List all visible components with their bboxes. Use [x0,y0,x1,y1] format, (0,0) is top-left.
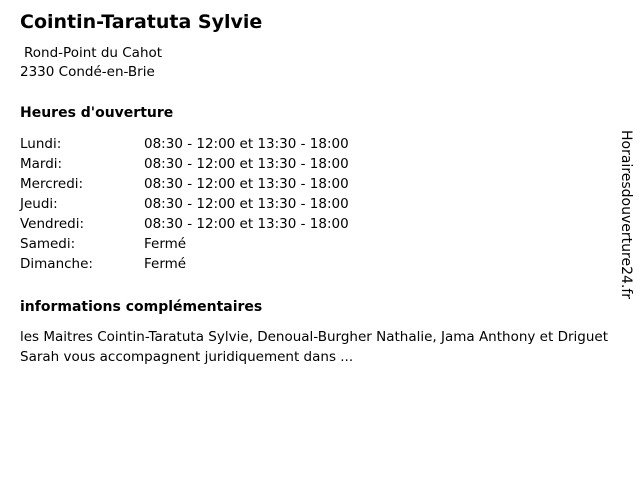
table-row [20,234,349,254]
day-label: Samedi: [20,236,76,252]
page-title: Cointin-Taratuta Sylvie [20,11,263,33]
day-hours: Fermé [144,236,187,252]
content-area [20,10,610,367]
day-label: Lundi: [20,136,62,152]
day-label: Vendredi: [20,216,85,232]
table-row [20,174,349,194]
day-hours: Fermé [144,256,187,272]
additional-info-heading: informations complémentaires [20,299,263,315]
day-label: Mardi: [20,156,63,172]
site-watermark: Horairesdouverture24.fr [618,130,634,300]
opening-hours-table [20,134,349,274]
table-row [20,134,349,154]
day-hours: 08:30 - 12:00 et 13:30 - 18:00 [144,176,349,192]
address-city: 2330 Condé-en-Brie [20,64,155,80]
day-label: Dimanche: [20,256,93,272]
day-label: Mercredi: [20,176,84,192]
day-hours: 08:30 - 12:00 et 13:30 - 18:00 [144,136,349,152]
table-row [20,154,349,174]
table-row [20,194,349,214]
opening-hours-heading: Heures d'ouverture [20,105,174,121]
additional-info-text: les Maitres Cointin-Taratuta Sylvie, Denoual-Burgher Nathalie, Jama Anthony et Driguet Sarah vous accompagnent juridiquement dans ... [20,329,608,365]
day-label: Jeudi: [20,196,58,212]
day-hours: 08:30 - 12:00 et 13:30 - 18:00 [144,156,349,172]
table-row [20,254,349,274]
table-row [20,214,349,234]
day-hours: 08:30 - 12:00 et 13:30 - 18:00 [144,216,349,232]
address-block [20,44,610,82]
address-street: Rond-Point du Cahot [24,45,163,61]
day-hours: 08:30 - 12:00 et 13:30 - 18:00 [144,196,349,212]
